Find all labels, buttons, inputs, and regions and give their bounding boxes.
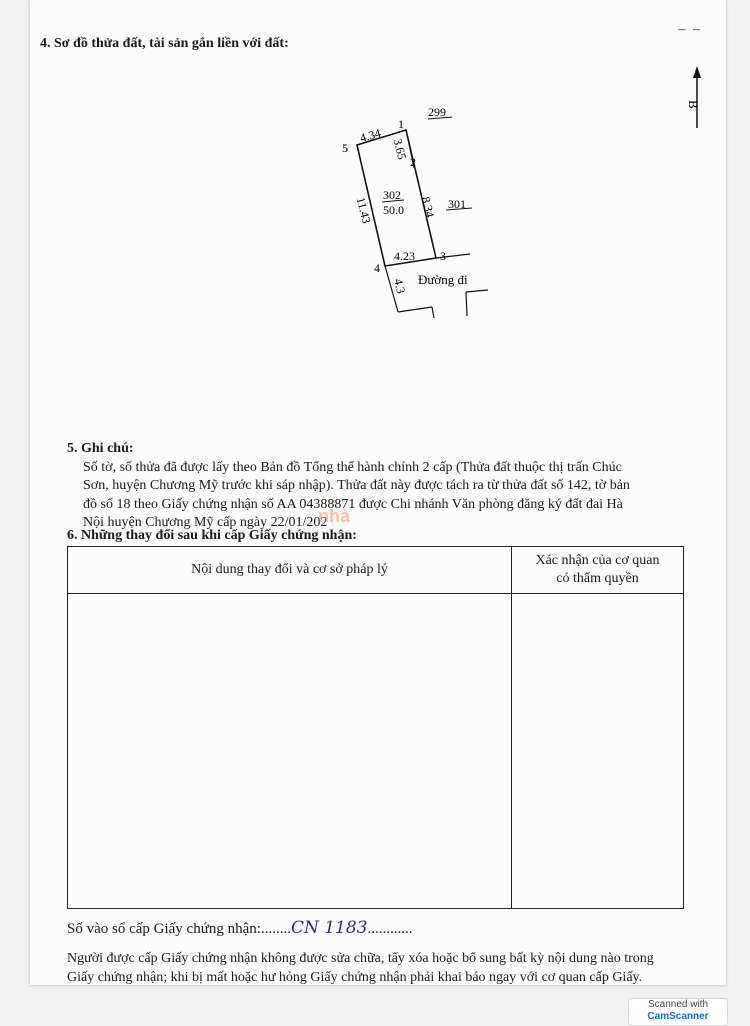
point-2: 2 xyxy=(410,155,416,169)
point-3: 3 xyxy=(440,249,446,263)
col-changes-header: Nội dung thay đổi và cơ sở pháp lý xyxy=(68,547,512,594)
north-label: B xyxy=(686,100,701,109)
point-4: 4 xyxy=(374,261,380,275)
road-label: Đường đi xyxy=(418,272,468,287)
road-width-length: 4.3 xyxy=(391,277,409,296)
edge-bottom-length: 4.23 xyxy=(394,249,415,263)
note-line-2: Sơn, huyện Chương Mỹ trước khi sáp nhập). Thửa đất này được tách ra từ thửa đất số 142, tờ bản xyxy=(83,478,630,493)
parcel-diagram xyxy=(0,0,750,430)
edge-1-2-length: 3.65 xyxy=(390,137,410,161)
footer-line-2: Giấy chứng nhận; khi bị mất hoặc hư hỏng Giấy chứng nhận phải khai báo ngay với cơ quan cấp Giấy. xyxy=(67,969,643,985)
road-corner-right-down xyxy=(466,292,467,316)
footer-notice xyxy=(67,950,707,987)
note-line-3: đồ số 18 theo Giấy chứng nhận số AA 04388871 được Chi nhánh Văn phòng đăng ký đất đai Hà xyxy=(83,496,623,512)
col-authority-header-line-2: có thẩm quyền xyxy=(556,571,639,586)
changes-table xyxy=(67,546,684,909)
north-arrow-icon xyxy=(693,66,701,128)
edge-left-length: 11.43 xyxy=(353,195,374,225)
scanner-badge xyxy=(628,998,728,1026)
parcel-number: 302 xyxy=(383,188,401,202)
top-right-mark: – – xyxy=(678,22,702,37)
changes-cell xyxy=(68,594,512,909)
section-6-heading: 6. Những thay đổi sau khi cấp Giấy chứng nhận: xyxy=(67,528,357,543)
neighbor-301: 301 xyxy=(448,197,466,211)
note-line-1: Số tờ, số thửa đã được lấy theo Bản đồ Tổng thể hành chính 2 cấp (Thửa đất thuộc thị trấn Chúc xyxy=(83,459,622,475)
note-line-4: Nội huyện Chương Mỹ cấp ngày 22/01/202 xyxy=(83,515,328,530)
scanner-line-1: Scanned with xyxy=(647,999,709,1010)
section-5 xyxy=(67,440,707,533)
road-corner-right xyxy=(466,290,488,292)
edge-top-length: 4.34 xyxy=(358,125,383,146)
point-1: 1 xyxy=(398,117,404,131)
authority-cell xyxy=(512,594,684,909)
scanner-line-2: CamScanner xyxy=(647,1011,709,1022)
neighbor-299: 299 xyxy=(428,105,446,119)
registration-number: CN 1183 xyxy=(290,918,368,938)
registration-dots-after: ............ xyxy=(367,921,413,937)
col-authority-header xyxy=(512,547,684,594)
watermark: nhà xyxy=(318,506,351,526)
parcel-area: 50.0 xyxy=(383,203,404,217)
section-5-heading: 5. Ghi chú: xyxy=(67,441,134,456)
col-authority-header-line-1: Xác nhận của cơ quan xyxy=(535,553,660,568)
registration-line xyxy=(67,918,413,938)
registration-label: Số vào sổ cấp Giấy chứng nhận: xyxy=(67,921,261,937)
section-4-heading: 4. Sơ đồ thửa đất, tài sản gắn liền với đất: xyxy=(40,36,289,51)
road-corner-left xyxy=(398,307,432,312)
footer-line-1: Người được cấp Giấy chứng nhận không được sửa chữa, tẩy xóa hoặc bổ sung bất kỳ nội dung nào trong xyxy=(67,951,654,966)
road-corner-left-down xyxy=(432,307,434,318)
point-5: 5 xyxy=(342,141,348,155)
edge-right-length: 8.34 xyxy=(418,195,438,219)
registration-dots-before: ........ xyxy=(260,921,291,937)
